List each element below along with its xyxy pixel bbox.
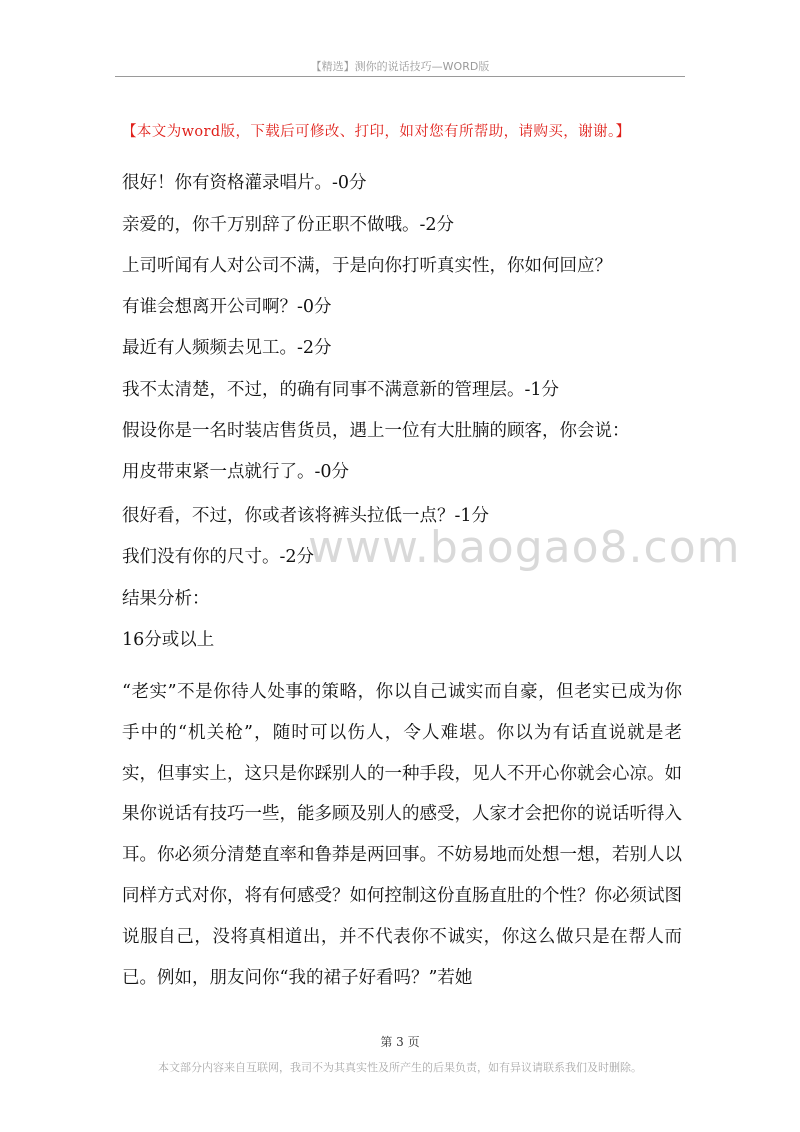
text-line-2: 亲爱的，你千万别辞了份正职不做哦。-2分 (122, 215, 455, 235)
header-divider (115, 76, 685, 77)
text-line-8: 用皮带束紧一点就行了。-0分 (122, 462, 350, 482)
text-line-7: 假设你是一名时装店售货员，遇上一位有大肚腩的顾客，你会说： (122, 421, 630, 441)
text-line-10: 我们没有你的尺寸。-2分 (122, 547, 315, 567)
watermark: www.baogao8.com (308, 522, 741, 573)
purchase-notice: 【本文为word版，下载后可修改、打印，如对您有所帮助，请购买，谢谢。】 (122, 124, 631, 140)
text-line-9: 很好看，不过，你或者该将裤头拉低一点？-1分 (122, 506, 490, 526)
analysis-paragraph: “老实”不是你待人处事的策略，你以自己诚实而自豪，但老实已成为你手中的“机关枪”，随时可以伤人，令人难堪。你以为有话直说就是老实，但事实上，这只是你踩别人的一种手段，见人不开心你就会心凉。如果你说话有技巧一些，能多顾及别人的感受，人家才会把你的说话听得入耳。你必须分清楚直率和鲁莽是两回事。不妨易地而处想一想，若别人以同样方式对你，将有何感受？如何控制这份直肠直肚的个性？你必须试图说服自己，没将真相道出，并不代表你不诚实，你这么做只是在帮人而已。例如，朋友问你“我的裙子好看吗？”若她 (122, 682, 682, 988)
page-header-title: 【精选】测你的说话技巧—WORD版 (310, 60, 490, 73)
text-line-1: 很好！你有资格灌录唱片。-0分 (122, 173, 367, 193)
footer-disclaimer: 本文部分内容来自互联网，我司不为其真实性及所产生的后果负责，如有异议请联系我们及时删除。 (158, 1061, 642, 1074)
score-range-heading: 16分或以上 (122, 630, 215, 650)
text-line-4: 有谁会想离开公司啊？-0分 (122, 297, 332, 317)
section-heading: 结果分析： (122, 589, 210, 609)
page-number: 第 3 页 (380, 1035, 420, 1049)
text-line-3: 上司听闻有人对公司不满，于是向你打听真实性，你如何回应？ (122, 256, 612, 276)
text-line-6: 我不太清楚，不过，的确有同事不满意新的管理层。-1分 (122, 380, 560, 400)
text-line-5: 最近有人频频去见工。-2分 (122, 338, 332, 358)
